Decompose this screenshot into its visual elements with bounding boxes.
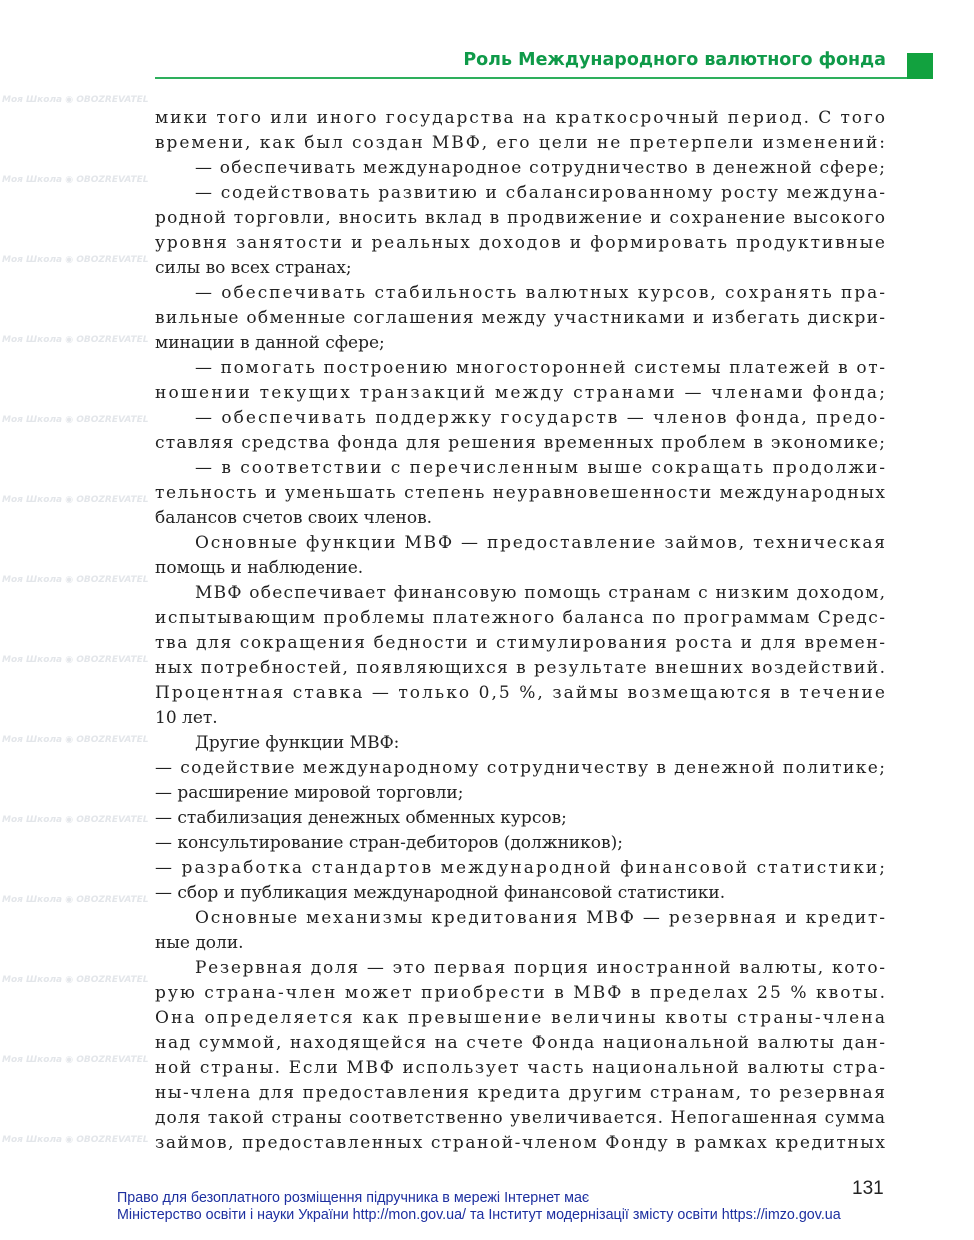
text-line: тельность и уменьшать степень неуравновешенности международных [155,483,887,503]
text-line: уровня занятости и реальных доходов и формировать продуктивные [155,233,887,253]
watermark: Моя Школа ◉ OBOZREVATEL [2,1055,149,1065]
text-line: испытывающим проблемы платежного баланса по программам Средс- [155,608,887,628]
text-line: — обеспечивать стабильность валютных курсов, сохранять пра- [195,283,887,303]
text-line: Резервная доля — это первая порция иностранной валюты, кото- [195,958,887,978]
text-line: — в соответствии с перечисленным выше сокращать продолжи- [195,458,887,478]
header-accent-square [907,53,933,79]
text-line: ные доли. [155,933,244,953]
text-line: МВФ обеспечивает финансовую помощь странам с низким доходом, [195,583,887,603]
text-line: ных потребностей, появляющихся в результате внешних воздействий. [155,658,887,678]
footer-line-2: Міністерство освіти і науки України http://mon.gov.ua/ та Інститут модернізації змісту освіти https://imzo.gov.ua [117,1207,841,1223]
footer-line-1: Право для безоплатного розміщення підручника в мережі Інтернет має [117,1190,590,1206]
watermark: Моя Школа ◉ OBOZREVATEL [2,575,149,585]
text-line: 10 лет. [155,708,218,728]
text-line: — разработка стандартов международной финансовой статистики; [155,858,888,878]
text-line: над суммой, находящейся на счете Фонда национальной валюты дан- [155,1033,887,1053]
watermark: Моя Школа ◉ OBOZREVATEL [2,495,149,505]
text-line: Основные механизмы кредитования МВФ — резервная и кредит- [195,908,887,928]
text-line: родной торговли, вносить вклад в продвижение и сохранение высокого [155,208,887,228]
text-line: силы во всех странах; [155,258,352,278]
text-line: — сбор и публикация международной финансовой статистики. [155,883,726,903]
text-line: — содействовать развитию и сбалансированному росту междуна- [195,183,887,203]
text-line: помощь и наблюдение. [155,558,364,578]
text-line: тва для сокращения бедности и стимулирования роста и для времен- [155,633,887,653]
watermark: Моя Школа ◉ OBOZREVATEL [2,255,149,265]
text-line: — стабилизация денежных обменных курсов; [155,808,567,828]
text-line: Основные функции МВФ — предоставление займов, техническая [195,533,887,553]
text-line: мики того или иного государства на краткосрочный период. С того [155,108,887,128]
chapter-title: Роль Международного валютного фонда [463,50,886,70]
watermark: Моя Школа ◉ OBOZREVATEL [2,815,149,825]
footer-notice [117,1190,841,1224]
text-line: времени, как был создан МВФ, его цели не претерпели изменений: [155,133,887,153]
watermark: Моя Школа ◉ OBOZREVATEL [2,175,149,185]
text-line: ношении текущих транзакций между странами — членами фонда; [155,383,888,403]
text-line: — консультирование стран-дебиторов (должников); [155,833,623,853]
text-line: — обеспечивать международное сотрудничество в денежной сфере; [195,158,887,178]
text-line: ставляя средства фонда для решения временных проблем в экономике; [155,433,887,453]
header-divider [155,77,914,79]
text-line: — обеспечивать поддержку государств — членов фонда, предо- [195,408,887,428]
watermark: Моя Школа ◉ OBOZREVATEL [2,895,149,905]
text-line: — содействие международному сотрудничеству в денежной политике; [155,758,887,778]
text-line: рую страна-член может приобрести в МВФ в пределах 25 % квоты. [155,983,888,1003]
watermark: Моя Школа ◉ OBOZREVATEL [2,655,149,665]
text-line: Она определяется как превышение величины квоты страны-члена [155,1008,888,1028]
watermark: Моя Школа ◉ OBOZREVATEL [2,975,149,985]
text-line: минации в данной сфере; [155,333,385,353]
text-line: балансов счетов своих членов. [155,508,433,528]
text-line: — расширение мировой торговли; [155,783,464,803]
text-line: займов, предоставленных страной-членом Фонду в рамках кредитных [155,1133,887,1153]
watermark: Моя Школа ◉ OBOZREVATEL [2,735,149,745]
page-number: 131 [852,1178,884,1199]
watermark: Моя Школа ◉ OBOZREVATEL [2,1135,149,1145]
text-line: доля такой страны соответственно увеличивается. Непогашенная сумма [155,1108,887,1128]
watermark: Моя Школа ◉ OBOZREVATEL [2,415,149,425]
page-body-text [155,106,888,1156]
text-line: ной страны. Если МВФ использует часть национальной валюты стра- [155,1058,887,1078]
text-line: ны-члена для предоставления кредита другим странам, то резервная [155,1083,887,1103]
watermark: Моя Школа ◉ OBOZREVATEL [2,95,149,105]
text-line: Другие функции МВФ: [195,733,400,753]
text-line: — помогать построению многосторонней системы платежей в от- [195,358,887,378]
text-line: Процентная ставка — только 0,5 %, займы возмещаются в течение [155,683,888,703]
text-line: вильные обменные соглашения между участниками и избегать дискри- [155,308,887,328]
watermark: Моя Школа ◉ OBOZREVATEL [2,335,149,345]
